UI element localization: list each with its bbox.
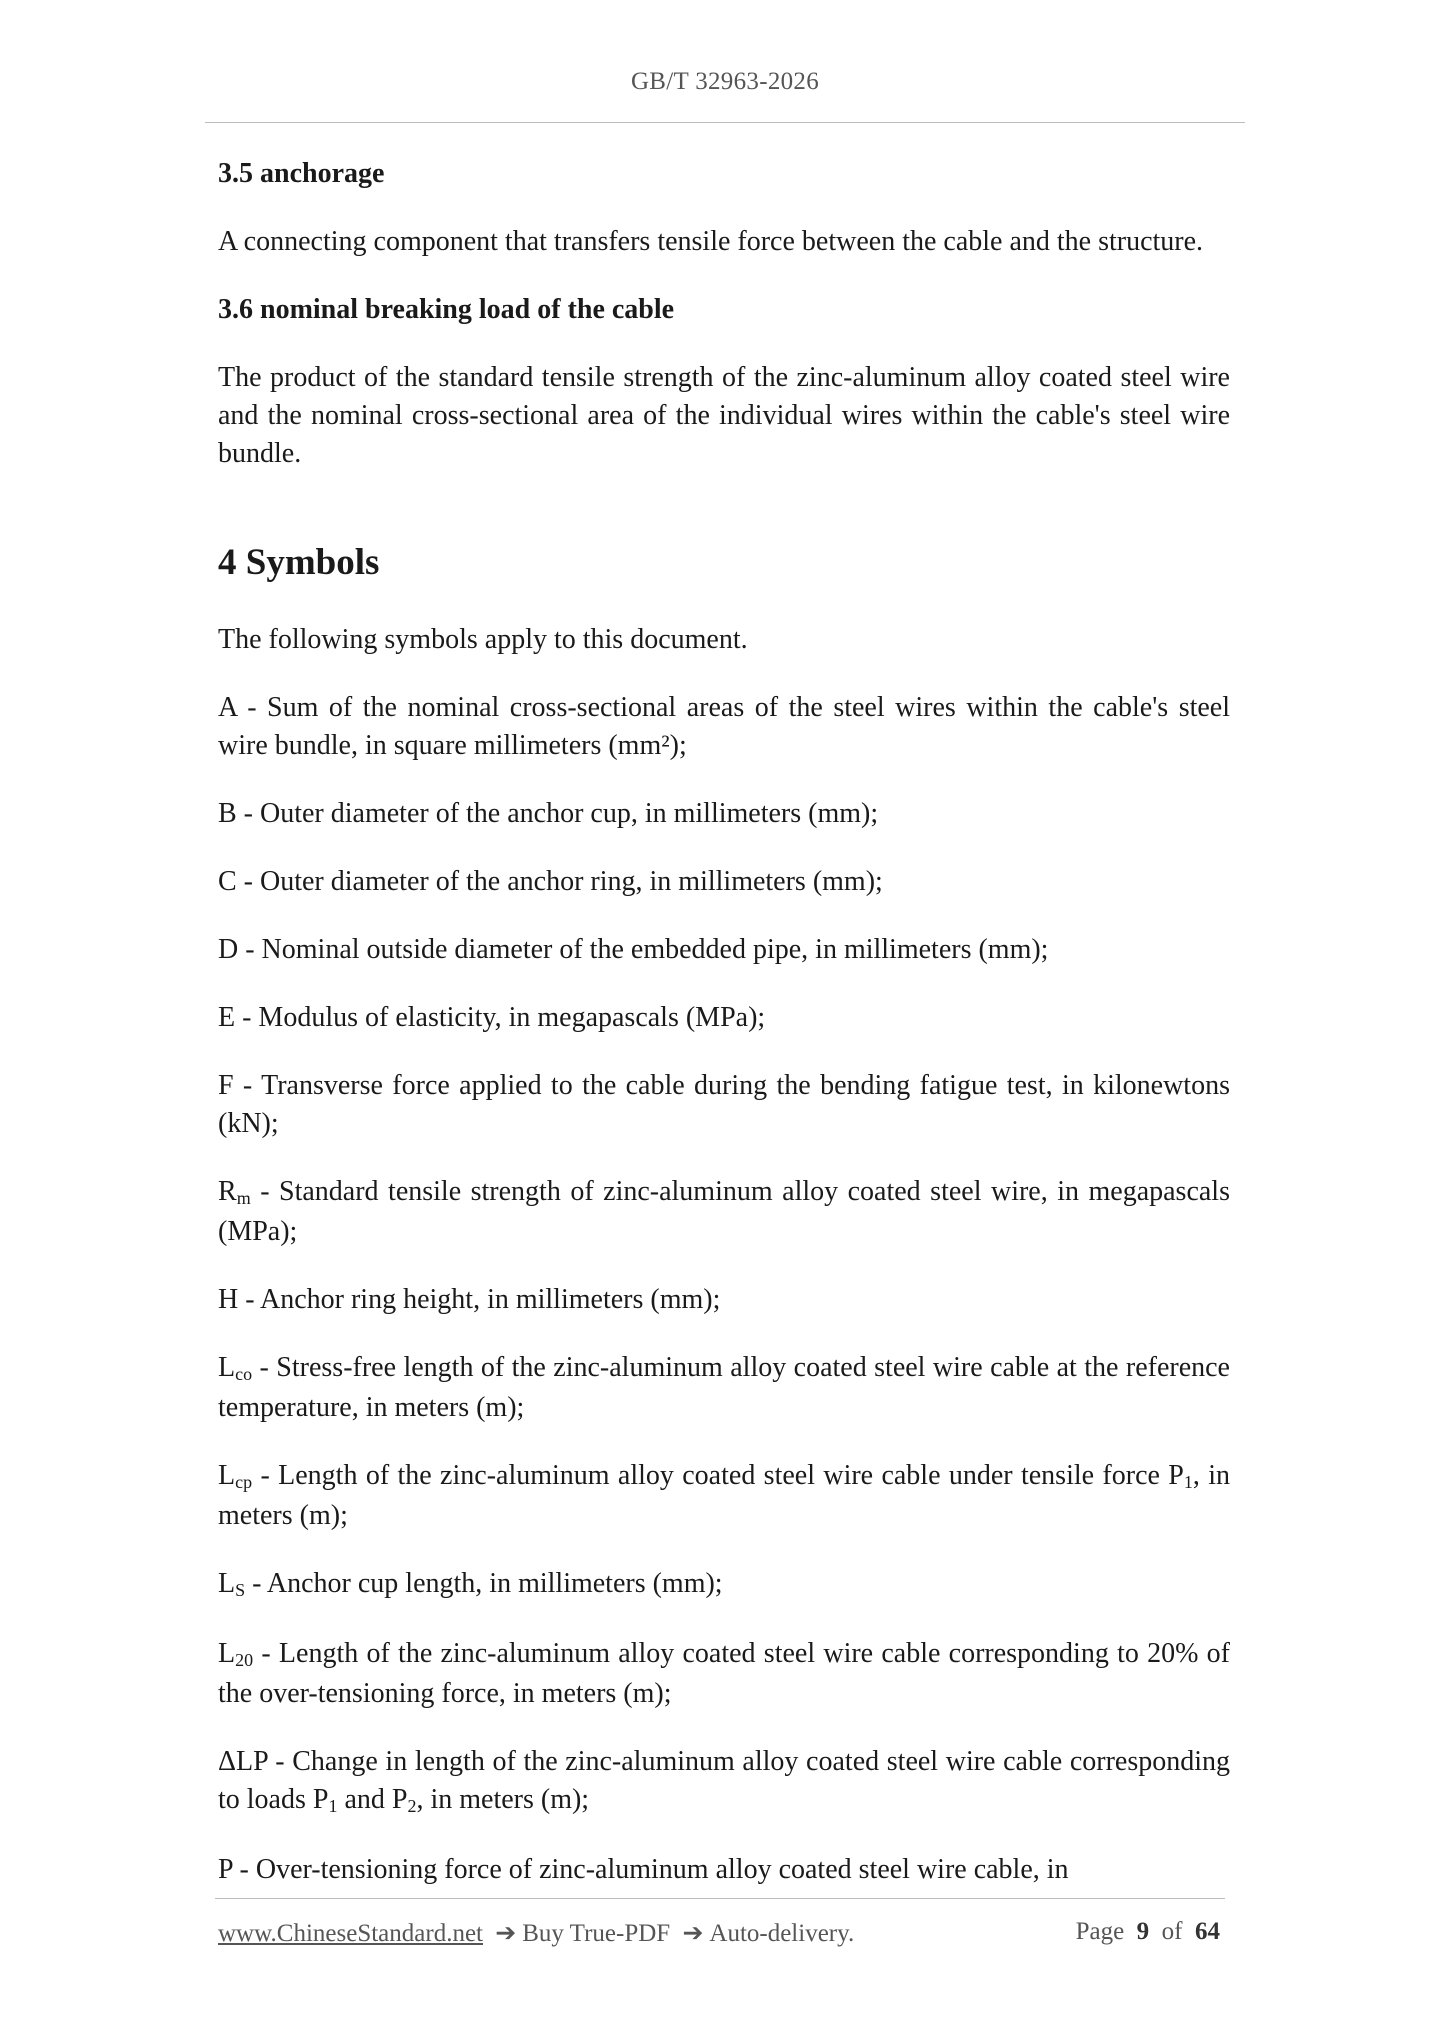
symbol-Rm-text: - Standard tensile strength of zinc-aluminum alloy coated steel wire, in megapascals (MPa); — [218, 1176, 1230, 1247]
page-label: Page — [1075, 1918, 1125, 1945]
document-id-header: GB/T 32963-2026 — [630, 68, 820, 95]
symbol-Lcp-text-a: - Length of the zinc-aluminum alloy coated steel wire cable under tensile force P — [252, 1460, 1184, 1491]
symbol-delta-LP-subscript-1: 1 — [328, 1796, 338, 1816]
symbol-Ls — [218, 1565, 1230, 1605]
symbol-H: H - Anchor ring height, in millimeters (mm); — [218, 1284, 721, 1315]
symbol-P: P - Over-tensioning force of zinc-aluminum alloy coated steel wire cable, in — [218, 1854, 1069, 1885]
page-of-label: of — [1161, 1918, 1183, 1945]
section-4-intro: The following symbols apply to this document. — [218, 624, 748, 655]
symbol-E: E - Modulus of elasticity, in megapascals (MPa); — [218, 1002, 766, 1033]
symbol-D: D - Nominal outside diameter of the embedded pipe, in millimeters (mm); — [218, 934, 1049, 965]
symbol-Ls-subscript: S — [235, 1580, 246, 1600]
symbol-delta-LP-text-c: , in meters (m); — [416, 1784, 590, 1815]
footer-left — [218, 1918, 854, 1948]
section-4-heading: 4 Symbols — [218, 542, 380, 583]
symbol-Lco-subscript: co — [235, 1364, 253, 1384]
page-content — [218, 155, 1230, 1919]
symbol-Ls-text: - Anchor cup length, in millimeters (mm); — [245, 1568, 723, 1599]
auto-delivery-text: Auto-delivery. — [709, 1920, 855, 1947]
website-link[interactable]: www.ChineseStandard.net — [218, 1920, 483, 1947]
symbol-Lcp — [218, 1457, 1230, 1535]
symbol-Lco-letter: L — [218, 1352, 236, 1383]
page-current: 9 — [1136, 1918, 1150, 1945]
symbol-L20 — [218, 1635, 1230, 1713]
symbol-L20-subscript: 20 — [235, 1650, 254, 1670]
symbol-L20-letter: L — [218, 1638, 236, 1669]
header-divider — [205, 122, 1245, 123]
arrow-right-icon: ➔ — [495, 1920, 517, 1947]
symbol-delta-LP-text-a: ΔLP - Change in length of the zinc-aluminum alloy coated steel wire cable corresponding to loads P — [218, 1746, 1230, 1815]
symbol-delta-LP-text-b: and P — [337, 1784, 408, 1815]
symbol-C: C - Outer diameter of the anchor ring, in millimeters (mm); — [218, 866, 883, 897]
symbol-A: A - Sum of the nominal cross-sectional areas of the steel wires within the cable's steel wire bundle, in square millimeters (mm²); — [218, 692, 1230, 761]
page-footer — [218, 1918, 1220, 1948]
clause-3-6-definition: The product of the standard tensile strength of the zinc-aluminum alloy coated steel wire and the nominal cross-sectional area of the individual wires within the cable's steel wire bundle. — [218, 362, 1230, 469]
symbol-delta-LP — [218, 1743, 1230, 1821]
symbol-Lcp-subscript: cp — [235, 1472, 253, 1492]
clause-3-5-definition: A connecting component that transfers tensile force between the cable and the structure. — [218, 226, 1204, 257]
symbol-Lcp-letter: L — [218, 1460, 236, 1491]
page-number — [1076, 1918, 1220, 1948]
symbol-Lco-text: - Stress-free length of the zinc-aluminum alloy coated steel wire cable at the reference temperature, in meters (m); — [218, 1352, 1230, 1423]
clause-3-5-title: 3.5 anchorage — [218, 158, 385, 189]
symbol-Ls-letter: L — [218, 1568, 236, 1599]
clause-3-6-title: 3.6 nominal breaking load of the cable — [218, 294, 675, 325]
buy-true-pdf-text: Buy True-PDF — [522, 1920, 671, 1947]
symbol-Rm — [218, 1173, 1230, 1251]
symbol-Rm-letter: R — [218, 1176, 237, 1207]
symbol-Lcp-text-b: , in meters (m); — [218, 1460, 1230, 1531]
symbol-B: B - Outer diameter of the anchor cup, in millimeters (mm); — [218, 798, 879, 829]
symbol-Lcp-subscript-2: 1 — [1183, 1472, 1193, 1492]
symbol-F: F - Transverse force applied to the cable during the bending fatigue test, in kilonewtons (kN); — [218, 1070, 1230, 1139]
footer-divider — [215, 1898, 1225, 1899]
symbol-delta-LP-subscript-2: 2 — [407, 1796, 417, 1816]
symbol-Lco — [218, 1349, 1230, 1427]
page-total: 64 — [1195, 1918, 1220, 1945]
symbol-L20-text: - Length of the zinc-aluminum alloy coated steel wire cable corresponding to 20% of the over-tensioning force, in meters (m); — [218, 1638, 1230, 1709]
symbol-Rm-subscript: m — [236, 1188, 251, 1208]
arrow-right-icon: ➔ — [682, 1920, 704, 1947]
